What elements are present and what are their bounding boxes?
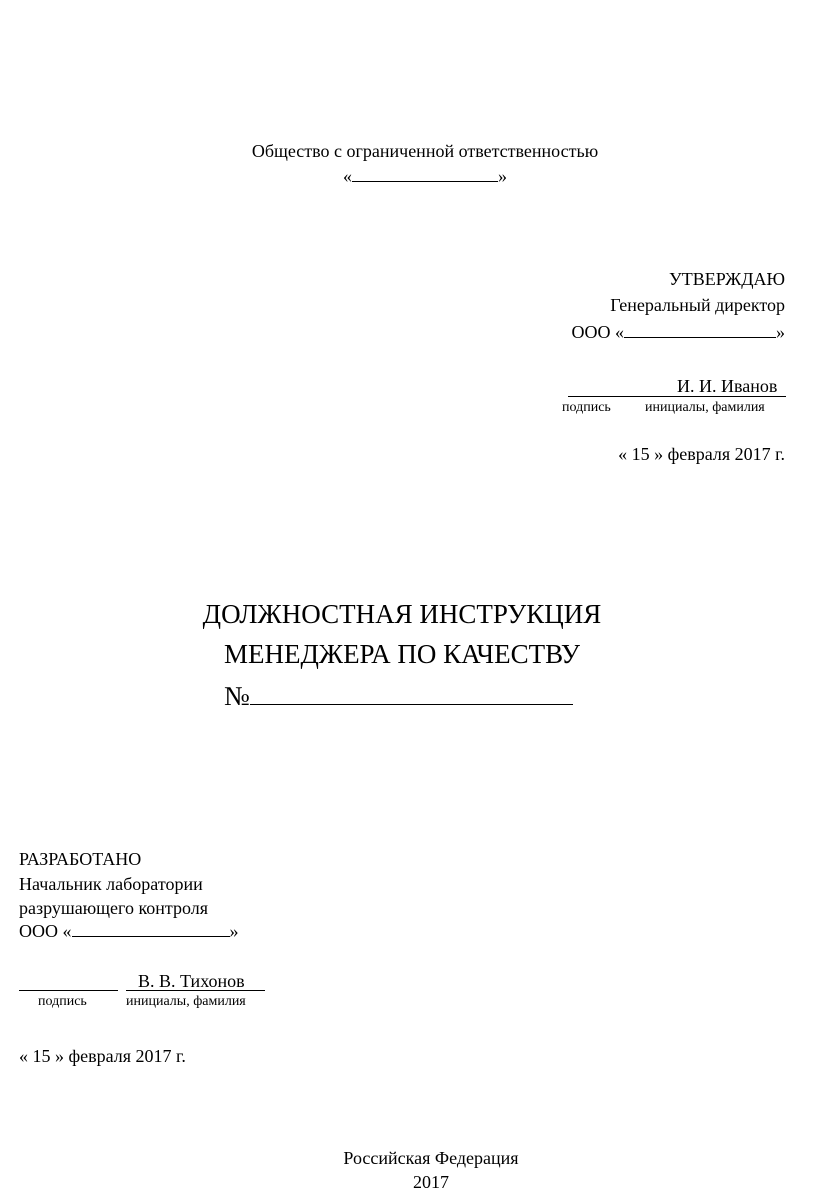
- quote-close: »: [498, 166, 507, 186]
- approval-signer-name: И. И. Иванов: [677, 376, 778, 396]
- document-title-line1: ДОЛЖНОСТНАЯ ИНСТРУКЦИЯ: [202, 599, 602, 629]
- blank-field: [352, 181, 498, 182]
- number-sign: №: [224, 681, 250, 711]
- developer-org-suffix: »: [229, 921, 239, 941]
- developer-caption-signature: подпись: [38, 994, 87, 1009]
- developer-heading: РАЗРАБОТАНО: [19, 849, 142, 869]
- document-number: [224, 680, 573, 712]
- approval-caption-signature: подпись: [562, 400, 611, 415]
- approval-position: Генеральный директор: [610, 295, 785, 315]
- document-number-blank: [250, 704, 573, 705]
- developer-caption-name: инициалы, фамилия: [126, 994, 246, 1009]
- approval-org-suffix: »: [776, 322, 785, 342]
- developer-date: « 15 » февраля 2017 г.: [19, 1046, 186, 1066]
- footer-country: Российская Федерация: [343, 1148, 519, 1168]
- approval-caption-name: инициалы, фамилия: [645, 400, 765, 415]
- developer-position-line2: разрушающего контроля: [19, 898, 209, 918]
- approval-date: « 15 » февраля 2017 г.: [618, 444, 785, 464]
- blank-field: [624, 337, 776, 338]
- organization-blank-line: [343, 165, 507, 187]
- developer-organization: [19, 920, 239, 942]
- approval-heading: УТВЕРЖДАЮ: [668, 269, 785, 289]
- organization-name: Общество с ограниченной ответственностью: [251, 141, 599, 161]
- blank-field: [72, 936, 230, 937]
- developer-signature-line: [19, 990, 118, 991]
- developer-position-line1: Начальник лаборатории: [19, 874, 203, 894]
- approval-organization: [572, 321, 786, 343]
- developer-org-prefix: ООО «: [19, 921, 72, 941]
- approval-org-prefix: ООО «: [571, 322, 624, 342]
- quote-open: «: [343, 166, 352, 186]
- footer-year: 2017: [413, 1172, 449, 1192]
- document-title-line2: МЕНЕДЖЕРА ПО КАЧЕСТВУ: [223, 639, 581, 669]
- developer-signer-name: В. В. Тихонов: [138, 971, 245, 991]
